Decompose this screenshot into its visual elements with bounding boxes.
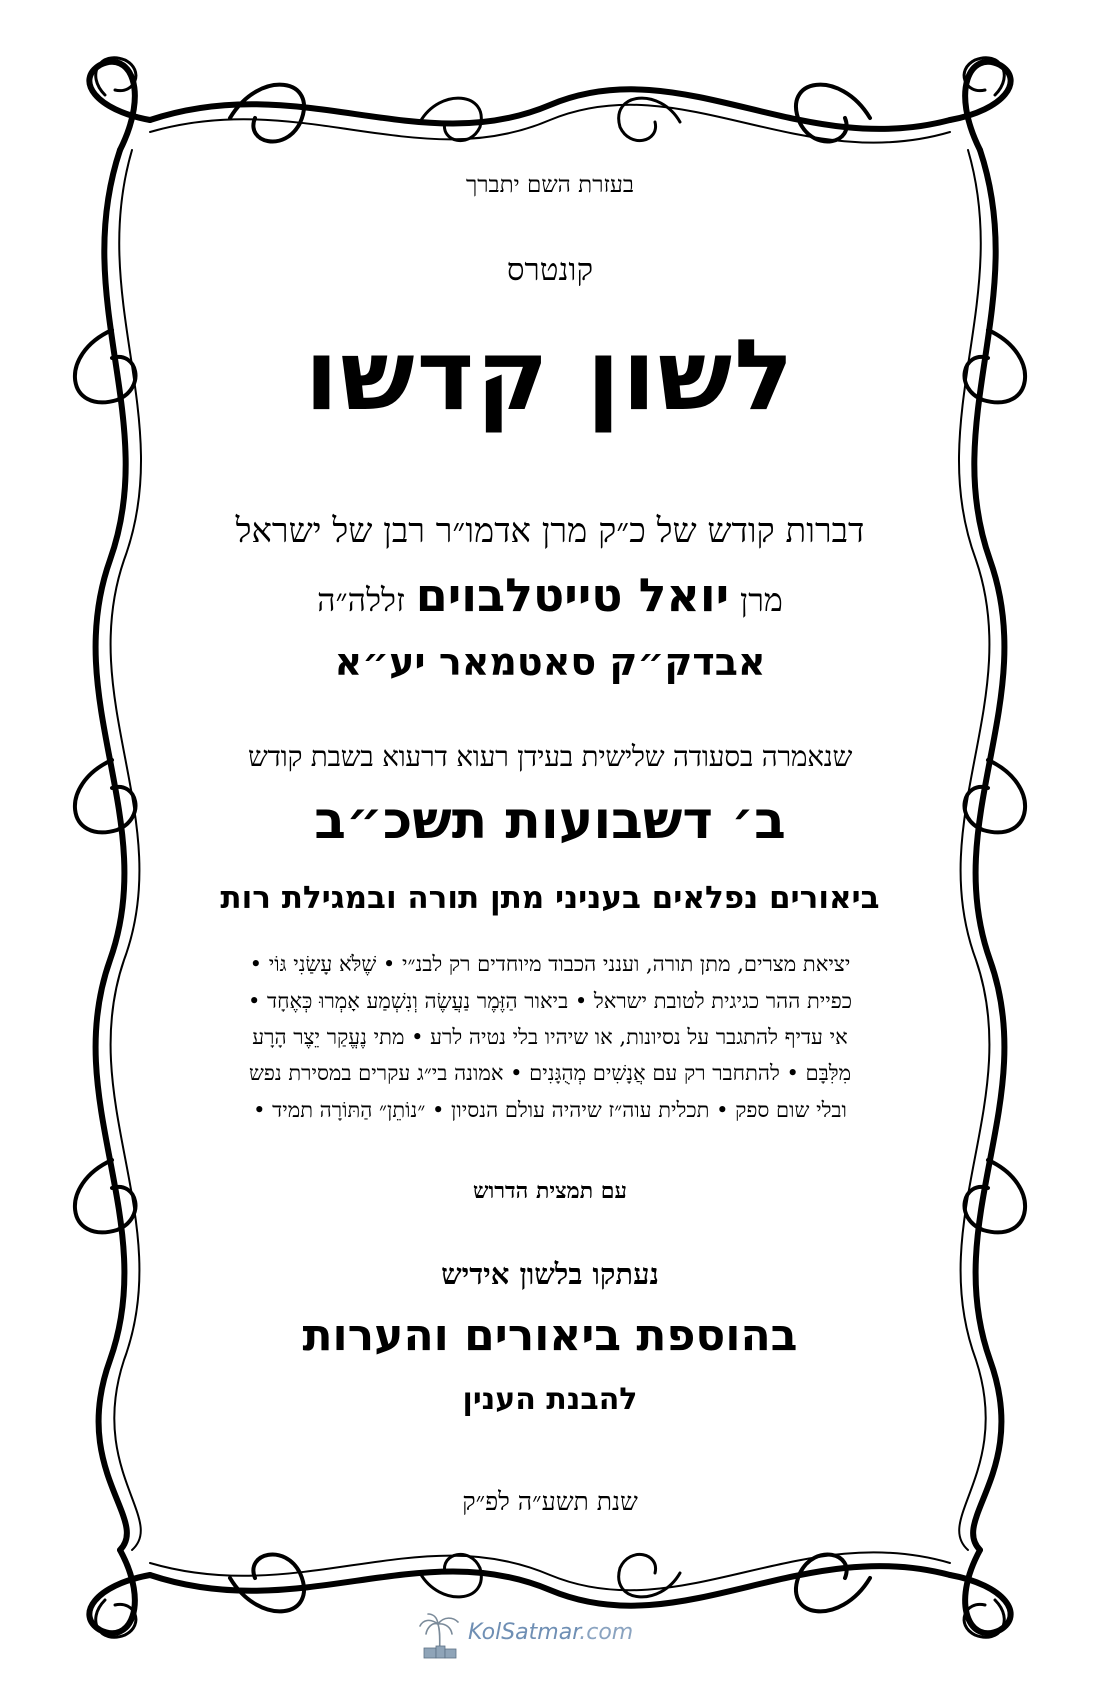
year-line: שנת תשע״ה לפ״ק — [462, 1487, 638, 1516]
divrei-kodesh-line: דברות קודש של כ״ק מרן אדמו״ר רבן של ישראל — [235, 511, 865, 551]
blessing-header: בעזרת השם יתברך — [465, 172, 635, 198]
additions-title: בהוספת ביאורים והערות — [302, 1310, 798, 1361]
summary-note: עם תמצית הדרוש — [473, 1178, 627, 1204]
watermark-tld: .com — [579, 1620, 634, 1645]
watermark-brand: KolSatmar — [468, 1620, 580, 1645]
occasion-line: שנאמרה בסעודה שלישית בעידן רעוא דרעוא בשבת קודש — [247, 740, 853, 773]
kolsatmar-watermark — [418, 1612, 718, 1660]
avdak-line: אבדק״ק סאטמאר יע״א — [334, 640, 766, 684]
topic-line: כפיית ההר כגיגית לטובת ישראל • ביאור הַזֶּמֶר נַעֲשֶׂה וְנִשְׁמַע אָמְרוּ כְּאֶחָד • — [247, 989, 853, 1013]
watermark-text — [468, 1620, 633, 1645]
palm-tree-books-icon — [418, 1612, 462, 1660]
date-title: ב׳ דשבועות תשכ״ב — [314, 791, 786, 851]
name-suffix: זללה״ה — [317, 581, 405, 619]
main-title: לשון קדשו — [304, 319, 796, 433]
kuntres-label: קונטרס — [506, 252, 594, 288]
topics-heading: ביאורים נפלאים בעניני מתן תורה ובמגילת רות — [220, 880, 880, 916]
topic-line: ובלי שום ספק • תכלית עוה״ז שיהיה עולם הנסיון • ״נוֹתֵן״ הַתּוֹרָה תמיד • — [253, 1098, 847, 1122]
topic-line: מִלִּבָּם • להתחבר רק עם אֲנָשִׁים מְהֻגָּנִים • אמונה בי״ג עקרים במסירת נפש — [248, 1061, 852, 1085]
understanding-subtitle: להבנת הענין — [462, 1382, 638, 1417]
translation-note: נעתקו בלשון אידיש — [441, 1257, 659, 1291]
topic-line: יציאת מצרים, מתן תורה, וענני הכבוד מיוחדים רק לבנ״י • שֶׁלֹּא עָשַׂנִי גּוֹי • — [249, 952, 851, 976]
topic-line: אי עדיף להתגבר על נסיונות, או שיהיו בלי נטיה לרע • מתי נֶעֱקַר יֵצֶר הָרָע — [252, 1025, 848, 1049]
name-prefix: מרן — [740, 581, 783, 619]
rebbe-name-line — [180, 568, 920, 622]
rebbe-name: יואל טייטלבוים — [415, 568, 730, 622]
